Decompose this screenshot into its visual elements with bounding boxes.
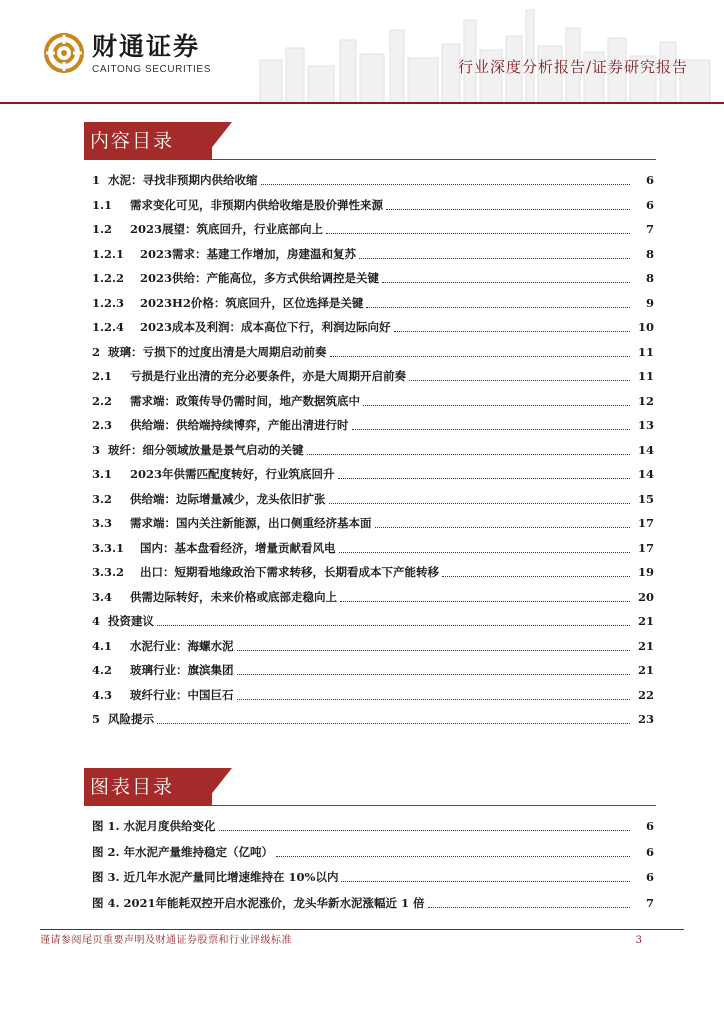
toc-entry-number: 1.2 — [92, 222, 113, 236]
toc-entry-title: 水泥：寻找非预期内供给收缩 — [108, 173, 258, 187]
brand-name-en: CAITONG SECURITIES — [92, 64, 211, 75]
toc-entry-page: 6 — [645, 197, 654, 212]
toc-entry-page: 21 — [637, 663, 654, 677]
toc-leader-dots — [329, 502, 630, 504]
figure-entry-title: 图 1. 水泥月度供给变化 — [92, 819, 216, 833]
toc-entry[interactable] — [92, 172, 654, 192]
toc-entry-page: 9 — [645, 295, 654, 310]
figure-leader-dots — [276, 855, 630, 857]
toc-entry[interactable] — [92, 197, 654, 217]
toc-entry-title: 出口：短期看地缘政治下需求转移，长期看成本下产能转移 — [140, 565, 439, 579]
toc-entry-title: 2023供给：产能高位，多方式供给调控是关键 — [140, 271, 380, 285]
toc-entry[interactable] — [92, 589, 654, 609]
toc-entry-page: 19 — [637, 565, 654, 579]
toc-leader-dots — [157, 624, 630, 626]
toc-leader-dots — [442, 575, 630, 577]
toc-entry[interactable] — [92, 344, 654, 364]
figure-entry-page: 6 — [645, 844, 654, 859]
toc-entry-number: 3.2 — [92, 491, 113, 506]
toc-entry-page: 21 — [637, 638, 654, 653]
toc-entry-page: 17 — [637, 540, 654, 555]
toc-entry[interactable] — [92, 491, 654, 511]
toc-leader-dots — [382, 281, 630, 283]
figure-entry-title: 图 2. 年水泥产量维持稳定（亿吨） — [92, 844, 274, 859]
toc-leader-dots — [157, 722, 630, 724]
toc-leader-dots — [409, 379, 630, 381]
toc-entry-page: 6 — [645, 173, 654, 187]
toc-entry-title: 需求变化可见，非预期内供给收缩是股价弹性来源 — [130, 197, 383, 212]
toc-leader-dots — [237, 649, 630, 651]
header-divider — [0, 102, 724, 104]
figure-entry[interactable] — [92, 869, 654, 889]
toc-leader-dots — [363, 404, 630, 406]
toc-entry-page: 22 — [637, 687, 654, 702]
toc-entry-number: 3.1 — [92, 467, 113, 481]
toc-entry-number: 5 — [92, 712, 101, 726]
toc-entry-number: 1.1 — [92, 197, 113, 212]
footer-disclaimer[interactable]: 谨请参阅尾页重要声明及财通证券股票和行业评级标准 — [40, 935, 292, 946]
toc-entry[interactable] — [92, 564, 654, 584]
toc-entry[interactable] — [92, 515, 654, 535]
toc-entry-number: 3.4 — [92, 589, 113, 604]
toc-entry-number: 1 — [92, 173, 101, 187]
toc-entry-page: 10 — [637, 320, 654, 334]
toc-entry-number: 1.2.2 — [92, 271, 125, 285]
figures-section-header — [84, 768, 656, 808]
toc-entry-page: 14 — [637, 442, 654, 457]
toc-entry-title: 供给端：边际增量减少，龙头依旧扩张 — [130, 491, 326, 506]
toc-leader-dots — [359, 257, 630, 259]
toc-entry[interactable] — [92, 221, 654, 241]
toc-entry[interactable] — [92, 662, 654, 682]
toc-leader-dots — [330, 355, 630, 357]
toc-entry-number: 4 — [92, 614, 101, 628]
toc-leader-dots — [237, 698, 630, 700]
toc-entry-page: 15 — [637, 491, 654, 506]
toc-leader-dots — [326, 232, 630, 234]
toc-leader-dots — [375, 526, 630, 528]
toc-entry-number: 2 — [92, 344, 101, 359]
figures-heading-rule — [84, 805, 656, 806]
toc-entry-title: 玻纤行业：中国巨石 — [130, 687, 234, 702]
figure-entry-page: 7 — [645, 895, 654, 910]
figure-leader-dots — [219, 829, 630, 831]
toc-entry[interactable] — [92, 638, 654, 658]
toc-entry-title: 玻璃：亏损下的过度出清是大周期启动前奏 — [108, 344, 327, 359]
page-number: 3 — [635, 935, 642, 946]
toc-entry-number: 4.1 — [92, 638, 113, 653]
footer-divider — [40, 929, 684, 930]
toc-section-header — [84, 122, 656, 162]
toc-entry-page: 13 — [637, 418, 654, 432]
toc-entry-page: 14 — [637, 467, 654, 481]
toc-entry[interactable] — [92, 711, 654, 731]
toc-entry-title: 供需边际转好，未来价格或底部走稳向上 — [130, 589, 337, 604]
toc-entry[interactable] — [92, 319, 654, 339]
toc-entry[interactable] — [92, 270, 654, 290]
toc-leader-dots — [237, 673, 630, 675]
toc-entry-page: 11 — [637, 344, 654, 359]
toc-entry-number: 3.3.2 — [92, 565, 125, 579]
toc-entry-number: 3.3 — [92, 516, 113, 530]
brand-name-cn: 财通证券 — [92, 32, 201, 61]
page-header — [0, 0, 724, 104]
toc-entry-title: 2023成本及利润：成本高位下行，利润边际向好 — [140, 320, 391, 334]
toc-leader-dots — [386, 208, 630, 210]
toc-entry[interactable] — [92, 368, 654, 388]
toc-leader-dots — [339, 551, 630, 553]
figure-leader-dots — [428, 906, 630, 908]
figures-heading: 图表目录 — [90, 776, 175, 798]
toc-leader-dots — [340, 600, 630, 602]
figure-entry-title: 图 3. 近几年水泥产量同比增速维持在 10%以内 — [92, 870, 339, 884]
toc-entry[interactable] — [92, 613, 654, 633]
toc-entry-page: 17 — [637, 516, 654, 530]
city-skyline-watermark-icon — [250, 0, 724, 104]
toc-entry-number: 1.2.1 — [92, 246, 125, 261]
toc-entry-title: 供给端：供给端持续博弈，产能出清进行时 — [130, 418, 349, 432]
toc-entry-number: 2.3 — [92, 418, 113, 432]
toc-entry[interactable] — [92, 295, 654, 315]
toc-entry-title: 国内：基本盘看经济，增量贡献看风电 — [140, 540, 336, 555]
toc-entry-title: 需求端：政策传导仍需时间，地产数据筑底中 — [130, 393, 360, 408]
toc-entry-title: 风险提示 — [108, 712, 154, 726]
toc-entry-title: 2023需求：基建工作增加，房建温和复苏 — [140, 246, 357, 261]
toc-entry-title: 投资建议 — [108, 614, 154, 628]
toc-entry-number: 3.3.1 — [92, 540, 125, 555]
toc-entry-number: 4.3 — [92, 687, 113, 702]
toc-entry-number: 1.2.3 — [92, 295, 125, 310]
toc-leader-dots — [307, 453, 630, 455]
toc-entry-title: 玻璃行业：旗滨集团 — [130, 663, 234, 677]
toc-entry-number: 4.2 — [92, 663, 113, 677]
figure-entry[interactable] — [92, 895, 654, 915]
toc-entry[interactable] — [92, 417, 654, 437]
figure-entry-title: 图 4. 2021年能耗双控开启水泥涨价，龙头华新水泥涨幅近 1 倍 — [92, 895, 425, 910]
toc-entry-number: 3 — [92, 442, 101, 457]
toc-entry[interactable] — [92, 442, 654, 462]
figure-entry[interactable] — [92, 844, 654, 864]
toc-entry[interactable] — [92, 246, 654, 266]
figure-leader-dots — [341, 880, 630, 882]
toc-entry-page: 8 — [645, 271, 654, 285]
toc-entry-page: 11 — [637, 369, 654, 383]
toc-entry-page: 7 — [645, 222, 654, 236]
toc-heading-rule — [84, 159, 656, 160]
figure-entry-page: 6 — [645, 819, 654, 833]
toc-entry[interactable] — [92, 393, 654, 413]
toc-entry-number: 1.2.4 — [92, 320, 125, 334]
toc-leader-dots — [338, 477, 630, 479]
toc-entry-number: 2.1 — [92, 369, 113, 383]
toc-entry[interactable] — [92, 466, 654, 486]
toc-entry-title: 水泥行业：海螺水泥 — [130, 638, 234, 653]
toc-entry-page: 8 — [645, 246, 654, 261]
toc-entry-title: 2023展望：筑底回升，行业底部向上 — [130, 222, 324, 236]
figure-entry-page: 6 — [645, 870, 654, 884]
toc-entry-title: 2023年供需匹配度转好，行业筑底回升 — [130, 467, 335, 481]
toc-entry-title: 玻纤：细分领域放量是景气启动的关键 — [108, 442, 304, 457]
toc-entry-page: 23 — [637, 712, 654, 726]
toc-leader-dots — [352, 428, 630, 430]
toc-heading: 内容目录 — [90, 130, 175, 152]
report-type-label: 行业深度分析报告/证券研究报告 — [457, 58, 688, 76]
toc-entry-page: 20 — [637, 589, 654, 604]
toc-entry[interactable] — [92, 687, 654, 707]
toc-entry[interactable] — [92, 540, 654, 560]
toc-entry-title: 需求端：国内关注新能源，出口侧重经济基本面 — [130, 516, 372, 530]
caitong-logo-icon — [44, 33, 84, 73]
toc-leader-dots — [394, 330, 630, 332]
toc-entry-page: 12 — [637, 393, 654, 408]
toc-entry-number: 2.2 — [92, 393, 113, 408]
toc-entry-title: 亏损是行业出清的充分必要条件，亦是大周期开启前奏 — [130, 369, 406, 383]
toc-entry-page: 21 — [637, 614, 654, 628]
toc-leader-dots — [366, 306, 630, 308]
toc-leader-dots — [261, 183, 630, 185]
figure-entry[interactable] — [92, 818, 654, 838]
toc-entry-title: 2023H2价格：筑底回升，区位选择是关键 — [140, 295, 364, 310]
